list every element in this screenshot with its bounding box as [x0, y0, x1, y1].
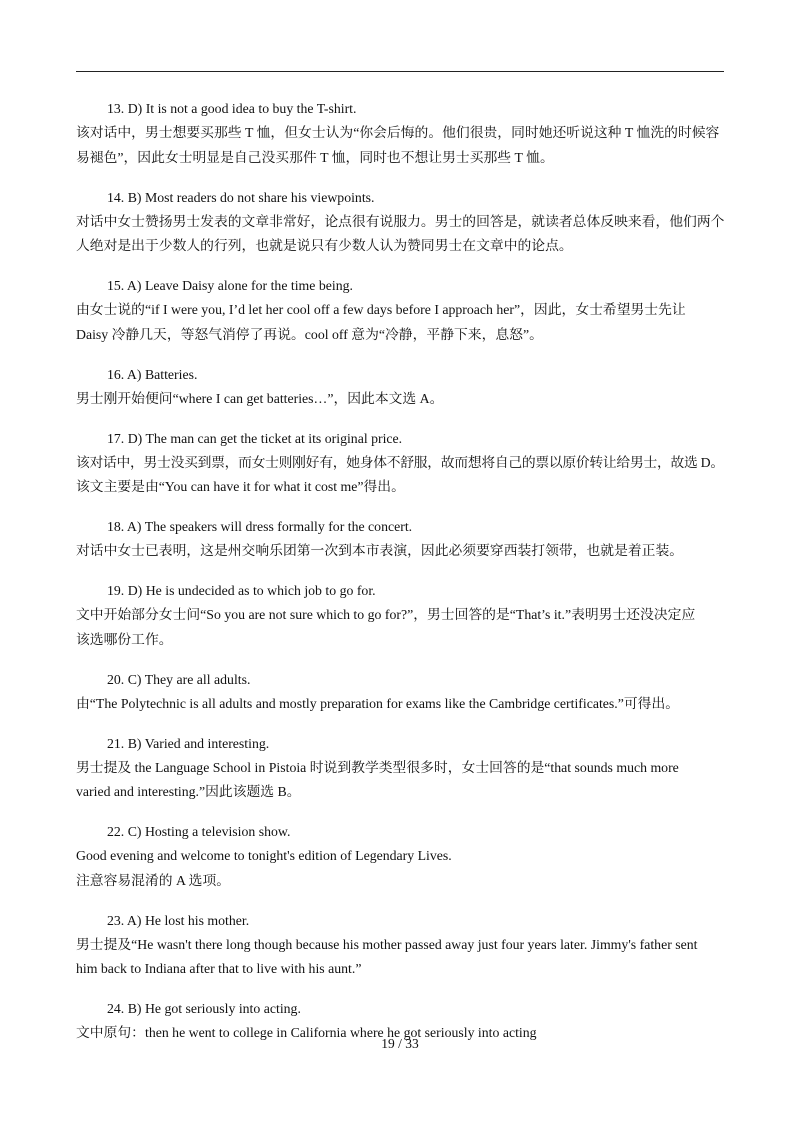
explanation-line: 文中原句：then he went to college in California where he got seriously into acting	[76, 1025, 537, 1040]
answer-item	[76, 427, 724, 500]
answer-choice: 21. B) Varied and interesting.	[107, 735, 270, 751]
explanation-line: 该选哪份工作。	[76, 631, 173, 647]
header-rule	[76, 71, 724, 72]
answer-item	[76, 668, 724, 717]
answer-choice: 24. B) He got seriously into acting.	[107, 1001, 301, 1016]
explanation-line: 该对话中，男士没买到票，而女士则刚好有，她身体不舒服，故而想将自己的票以原价转让给男士，故选 D。	[76, 454, 724, 470]
explanation-line: Daisy 冷静几天，等怒气消停了再说。cool off 意为“冷静，平静下来，息怒”。	[76, 326, 543, 342]
explanation-line: 注意容易混淆的 A 选项。	[76, 872, 231, 888]
answer-choice: 18. A) The speakers will dress formally for the concert.	[107, 519, 413, 534]
answer-choice: 15. A) Leave Daisy alone for the time being.	[107, 278, 353, 293]
explanation-line: him back to Indiana after that to live with his aunt.”	[76, 961, 362, 976]
answer-choice: 20. C) They are all adults.	[107, 671, 251, 687]
explanation-line: 该文主要是由“You can have it for what it cost me”得出。	[76, 479, 405, 494]
explanation-line: 男士提及 the Language School in Pistoia 时说到教学类型很多时，女士回答的是“that sounds much more	[76, 759, 679, 775]
answer-item	[76, 820, 724, 893]
answer-item	[76, 97, 724, 170]
explanation-line: 男士提及“He wasn't there long though because his mother passed away just four years later. Jimmy's father sent	[76, 936, 698, 952]
explanation-line: 文中开始部分女士问“So you are not sure which to go for?”，男士回答的是“That’s it.”表明男士还没决定应	[76, 607, 696, 622]
answer-item	[76, 274, 724, 347]
explanation-line: 对话中女士已表明，这是州交响乐团第一次到本市表演，因此必须要穿西装打领带，也就是着正装。	[76, 543, 684, 558]
page-number: 19 / 33	[381, 1036, 419, 1051]
answer-choice: 14. B) Most readers do not share his viewpoints.	[107, 189, 375, 205]
explanation-line: 对话中女士赞扬男士发表的文章非常好，论点很有说服力。男士的回答是，就读者总体反映来看，他们两个	[76, 213, 725, 229]
answer-list	[76, 97, 724, 1061]
explanation-line: Good evening and welcome to tonight's edition of Legendary Lives.	[76, 848, 452, 863]
explanation-line: 该对话中，男士想要买那些 T 恤，但女士认为“你会后悔的。他们很贵，同时她还听说这种 T 恤洗的时候容	[76, 125, 720, 140]
answer-item	[76, 363, 724, 412]
answer-choice: 19. D) He is undecided as to which job to go for.	[107, 583, 376, 598]
answer-item	[76, 579, 724, 652]
answer-choice: 13. D) It is not a good idea to buy the T-shirt.	[107, 101, 357, 116]
explanation-line: 由“The Polytechnic is all adults and mostly preparation for exams like the Cambridge certificates.”可得出。	[76, 695, 680, 711]
explanation-line: varied and interesting.”因此该题选 B。	[76, 784, 301, 799]
answer-choice: 23. A) He lost his mother.	[107, 912, 250, 928]
explanation-line: 由女士说的“if I were you, I’d let her cool off a few days before I approach her”，因此，女士希望男士先让	[76, 302, 686, 317]
answer-item	[76, 515, 724, 564]
answer-choice: 22. C) Hosting a television show.	[107, 824, 291, 839]
explanation-line: 人绝对是出于少数人的行列，也就是说只有少数人认为赞同男士在文章中的论点。	[76, 238, 573, 253]
answer-choice: 17. D) The man can get the ticket at its original price.	[107, 430, 403, 446]
answer-item	[76, 909, 724, 982]
answer-item	[76, 732, 724, 805]
explanation-line: 易褪色”，因此女士明显是自己没买那件 T 恤，同时也不想让男士买那些 T 恤。	[76, 149, 554, 165]
explanation-line: 男士刚开始便问“where I can get batteries…”，因此本文选 A。	[76, 390, 444, 406]
answer-choice: 16. A) Batteries.	[107, 366, 198, 382]
answer-item	[76, 186, 724, 259]
